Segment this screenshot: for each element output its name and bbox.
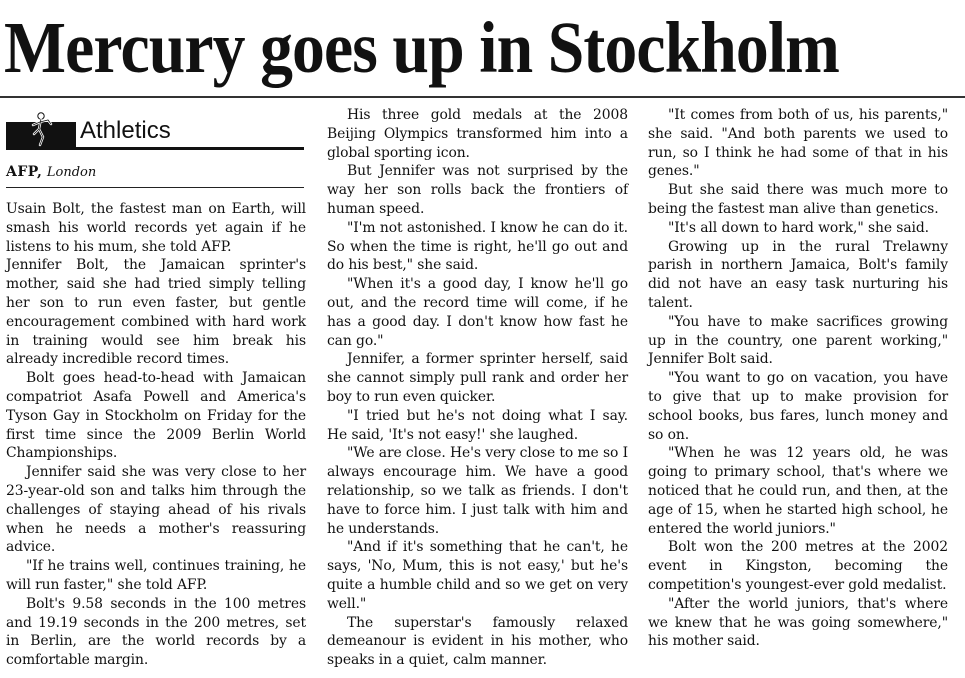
- section-label: Athletics: [80, 117, 171, 144]
- headline: Mercury goes up in Stockholm: [4, 7, 840, 88]
- paragraph: Bolt won the 200 metres at the 2002 event in Kingston, becoming the competition's youngest-ever gold medalist.: [648, 539, 948, 593]
- section-kicker: [6, 112, 304, 150]
- byline: [6, 163, 304, 182]
- paragraph: Bolt goes head-to-head with Jamaican compatriot Asafa Powell and America's Tyson Gay in Stockholm on Friday for the first time since the 2009 Berlin World Championships.: [6, 370, 306, 462]
- paragraph: "It comes from both of us, his parents," she said. "And both parents we used to run, so I think he had some of that in his genes.": [648, 107, 948, 180]
- byline-rule: [6, 187, 304, 188]
- byline-city: London: [46, 165, 97, 180]
- article-column-2: [327, 106, 628, 670]
- paragraph: "If he trains well, continues training, he will run faster," she told AFP.: [6, 558, 306, 593]
- paragraph: "It's all down to hard work," she said.: [668, 219, 929, 236]
- paragraph: "When he was 12 years old, he was going to primary school, that's where we noticed that he could run, and then, at the age of 15, when he started high school, he entered the world juniors.": [648, 445, 948, 537]
- paragraph: "After the world juniors, that's where we knew that he was going somewhere," his mother said.: [648, 595, 948, 650]
- paragraph: "I'm not astonished. I know he can do it. So when the time is right, he'll go out and do his best," she said.: [327, 219, 628, 274]
- paragraph: Bolt's 9.58 seconds in the 100 metres and 19.19 seconds in the 200 metres, set in Berlin, are the world records by a comfortable margin.: [6, 595, 306, 669]
- paragraph: But she said there was much more to being the fastest man alive than genetics.: [648, 182, 948, 217]
- paragraph: Growing up in the rural Trelawny parish in northern Jamaica, Bolt's family did not have an easy task nurturing his talent.: [648, 238, 948, 311]
- headline-rule: [0, 96, 965, 98]
- paragraph: "I tried but he's not doing what I say. He said, 'It's not easy!' she laughed.: [327, 407, 628, 443]
- article-column-1: [6, 200, 306, 670]
- sprinter-icon: [26, 112, 56, 148]
- paragraph: The superstar's famously relaxed demeanour is evident in his mother, who speaks in a quiet, calm manner.: [327, 614, 628, 669]
- paragraph: "When it's a good day, I know he'll go out, and the record time will come, if he has a good day. I don't know how fast he can go.": [327, 276, 628, 349]
- paragraph: "You have to make sacrifices growing up in the country, one parent working," Jennifer Bolt said.: [648, 313, 948, 368]
- paragraph: Jennifer, a former sprinter herself, said she cannot simply pull rank and order her boy to run even quicker.: [327, 351, 628, 405]
- paragraph: Usain Bolt, the fastest man on Earth, will smash his world records yet again if he listens to his mum, she told AFP.: [6, 201, 306, 255]
- paragraph: "We are close. He's very close to me so I always encourage him. We have a good relationship, so we talk as friends. I don't have to force him. I just talk with him and he understands.: [327, 445, 628, 537]
- byline-agency: AFP,: [6, 164, 43, 180]
- kicker-underline: [6, 147, 304, 150]
- paragraph: His three gold medals at the 2008 Beijing Olympics transformed him into a global sporting icon.: [327, 107, 628, 161]
- paragraph: But Jennifer was not surprised by the way her son rolls back the frontiers of human speed.: [327, 163, 628, 217]
- paragraph: "And if it's something that he can't, he says, 'No, Mum, this is not easy,' but he's quite a humble child and so we get on very well.": [327, 539, 628, 612]
- paragraph: Jennifer said she was very close to her 23-year-old son and talks him through the challenges of staying ahead of his rivals when he needs a mother's reassuring advice.: [6, 464, 306, 556]
- paragraph: Jennifer Bolt, the Jamaican sprinter's mother, said she had tried simply telling her son to run even faster, but gentle encouragement combined with hard work in training would see him break his already incredible record times.: [6, 257, 306, 368]
- paragraph: "You want to go on vacation, you have to give that up to make provision for school books, bus fares, lunch money and so on.: [648, 370, 948, 443]
- article-column-3: [648, 106, 948, 651]
